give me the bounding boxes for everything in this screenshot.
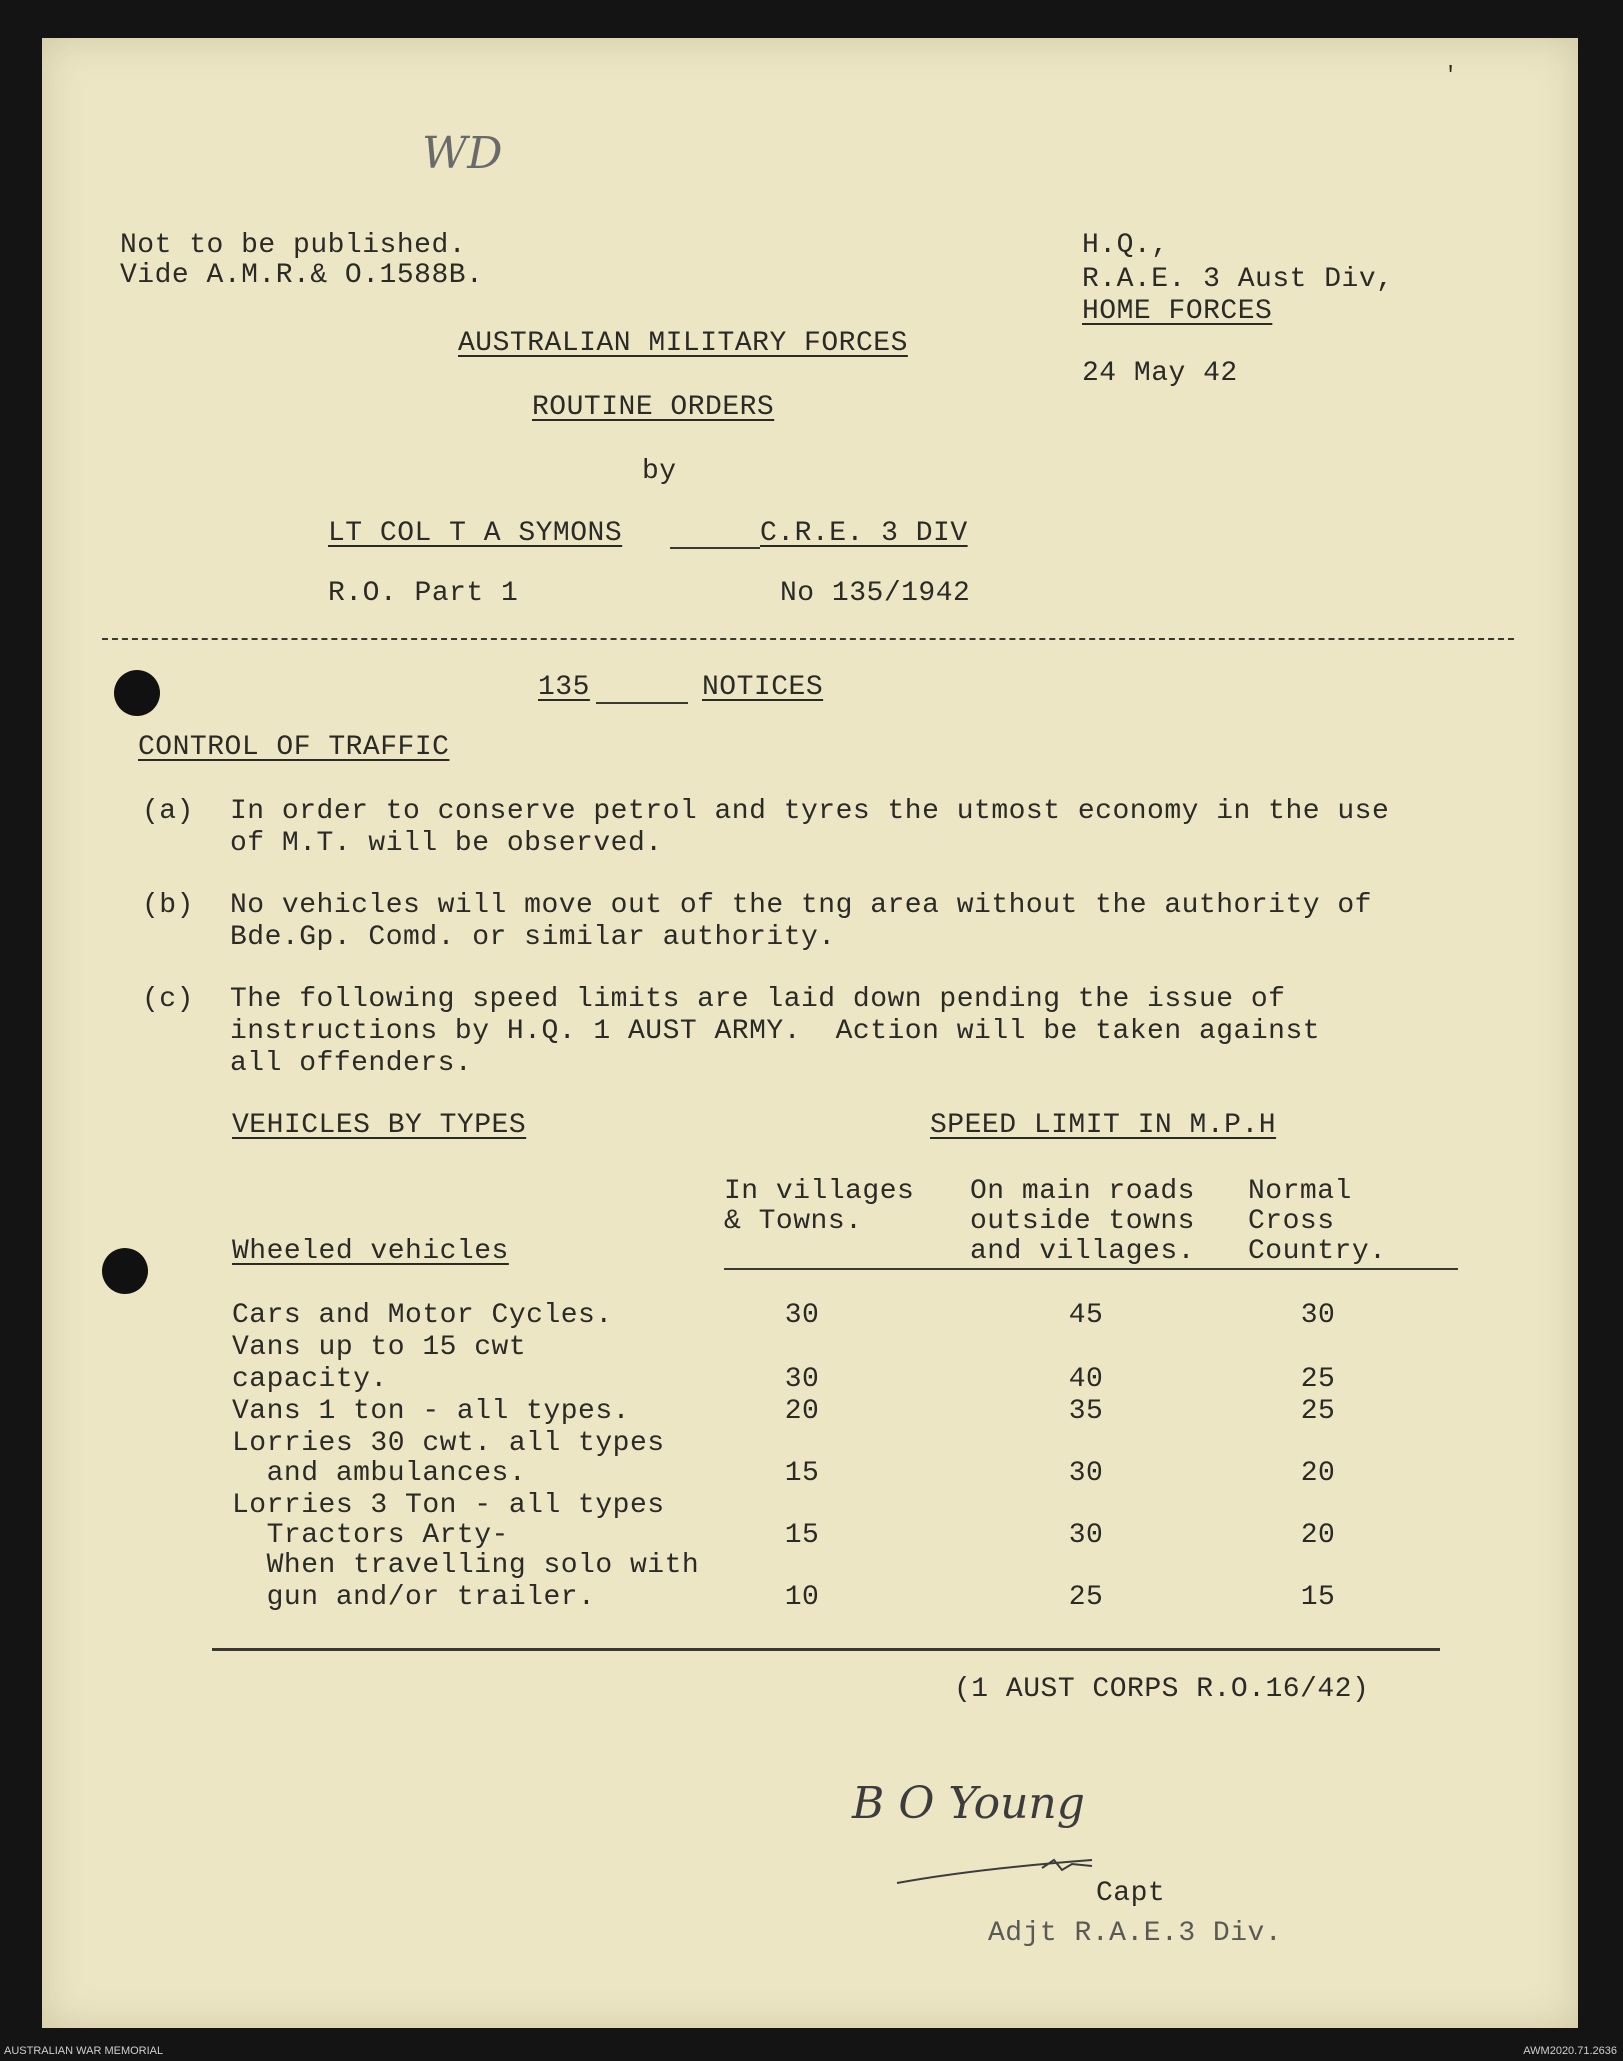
table-row-label: Cars and Motor Cycles.: [232, 1300, 613, 1331]
subject-heading: CONTROL OF TRAFFIC: [138, 732, 450, 763]
group-label: Wheeled vehicles: [232, 1236, 509, 1267]
table-row-label: Lorries 3 Ton - all types: [232, 1490, 665, 1521]
document-page: [42, 38, 1578, 2028]
table-cell-main: 30: [1068, 1520, 1104, 1551]
col-villages-line-2: & Towns.: [724, 1206, 863, 1237]
table-row-label: gun and/or trailer.: [232, 1582, 596, 1613]
table-cell-main: 40: [1068, 1364, 1104, 1395]
footer-left: AUSTRALIAN WAR MEMORIAL: [4, 2045, 164, 2057]
issuing-officer: LT COL T A SYMONS: [328, 518, 623, 549]
restriction-line-2: Vide A.M.R.& O.1588B.: [120, 260, 484, 291]
table-cell-villages: 15: [784, 1458, 820, 1489]
hq-line-3: HOME FORCES: [1082, 296, 1273, 327]
table-cell-villages: 30: [784, 1300, 820, 1331]
table-row-label: capacity.: [232, 1364, 388, 1395]
handwritten-mark: WD: [422, 128, 503, 179]
col-cross-line-3: Country.: [1248, 1236, 1387, 1267]
col-main-line-3: and villages.: [970, 1236, 1195, 1267]
corner-tick: ': [1444, 63, 1458, 88]
punch-hole-bottom: [102, 1248, 148, 1294]
table-row-label: Vans up to 15 cwt: [232, 1332, 527, 1363]
table-cell-cross: 25: [1300, 1364, 1336, 1395]
para-a-line-2: of M.T. will be observed.: [230, 828, 663, 859]
para-c-line-1: The following speed limits are laid down pending the issue of: [230, 984, 1286, 1015]
order-number: No 135/1942: [780, 578, 971, 609]
by-word: by: [642, 456, 677, 487]
table-cell-villages: 10: [784, 1582, 820, 1613]
table-cell-cross: 20: [1300, 1458, 1336, 1489]
section-connector: [596, 702, 688, 704]
para-b-line-2: Bde.Gp. Comd. or similar authority.: [230, 922, 836, 953]
signature-rank: Capt: [1096, 1878, 1166, 1909]
punch-hole-top: [114, 670, 160, 716]
table-cell-main: 45: [1068, 1300, 1104, 1331]
header-divider: [102, 638, 1514, 640]
table-right-heading: SPEED LIMIT IN M.P.H: [930, 1110, 1277, 1141]
footer-right: AWM2020.71.2636: [1523, 2045, 1617, 2057]
table-row-label: Vans 1 ton - all types.: [232, 1396, 630, 1427]
table-cell-cross: 15: [1300, 1582, 1336, 1613]
table-cell-main: 35: [1068, 1396, 1104, 1427]
table-row-label: and ambulances.: [232, 1458, 527, 1489]
para-a-line-1: In order to conserve petrol and tyres the utmost economy in the use: [230, 796, 1390, 827]
officer-role-connector: [670, 547, 760, 549]
para-b-line-1: No vehicles will move out of the tng area without the authority of: [230, 890, 1372, 921]
signature-title: Adjt R.A.E.3 Div.: [988, 1918, 1283, 1949]
order-date: 24 May 42: [1082, 358, 1238, 389]
col-main-line-2: outside towns: [970, 1206, 1195, 1237]
hq-line-2: R.A.E. 3 Aust Div,: [1082, 264, 1394, 295]
table-row-label: When travelling solo with: [232, 1550, 700, 1581]
col-main-line-1: On main roads: [970, 1176, 1195, 1207]
table-cell-villages: 15: [784, 1520, 820, 1551]
para-c-line-3: all offenders.: [230, 1048, 473, 1079]
table-cell-villages: 20: [784, 1396, 820, 1427]
document-subtitle: ROUTINE ORDERS: [532, 392, 775, 423]
table-reference: (1 AUST CORPS R.O.16/42): [954, 1674, 1370, 1705]
column-header-rule: [724, 1268, 1458, 1270]
para-b-label: (b): [142, 890, 194, 921]
signature-handwriting: B O Young: [852, 1778, 1085, 1829]
order-part: R.O. Part 1: [328, 578, 519, 609]
table-cell-cross: 25: [1300, 1396, 1336, 1427]
hq-line-1: H.Q.,: [1082, 230, 1169, 261]
table-left-heading: VEHICLES BY TYPES: [232, 1110, 527, 1141]
officer-role: C.R.E. 3 DIV: [760, 518, 968, 549]
table-cell-cross: 20: [1300, 1520, 1336, 1551]
section-title: NOTICES: [702, 672, 824, 703]
para-a-label: (a): [142, 796, 194, 827]
restriction-line-1: Not to be published.: [120, 230, 467, 261]
col-villages-line-1: In villages: [724, 1176, 915, 1207]
para-c-label: (c): [142, 984, 194, 1015]
col-cross-line-2: Cross: [1248, 1206, 1335, 1237]
table-cell-villages: 30: [784, 1364, 820, 1395]
document-title: AUSTRALIAN MILITARY FORCES: [458, 328, 908, 359]
table-cell-cross: 30: [1300, 1300, 1336, 1331]
para-c-line-2: instructions by H.Q. 1 AUST ARMY. Action will be taken against: [230, 1016, 1321, 1047]
table-cell-main: 25: [1068, 1582, 1104, 1613]
table-cell-main: 30: [1068, 1458, 1104, 1489]
col-cross-line-1: Normal: [1248, 1176, 1352, 1207]
table-row-label: Lorries 30 cwt. all types: [232, 1428, 665, 1459]
table-row-label: Tractors Arty-: [232, 1520, 509, 1551]
section-number: 135: [538, 672, 590, 703]
table-bottom-rule: [212, 1648, 1440, 1651]
